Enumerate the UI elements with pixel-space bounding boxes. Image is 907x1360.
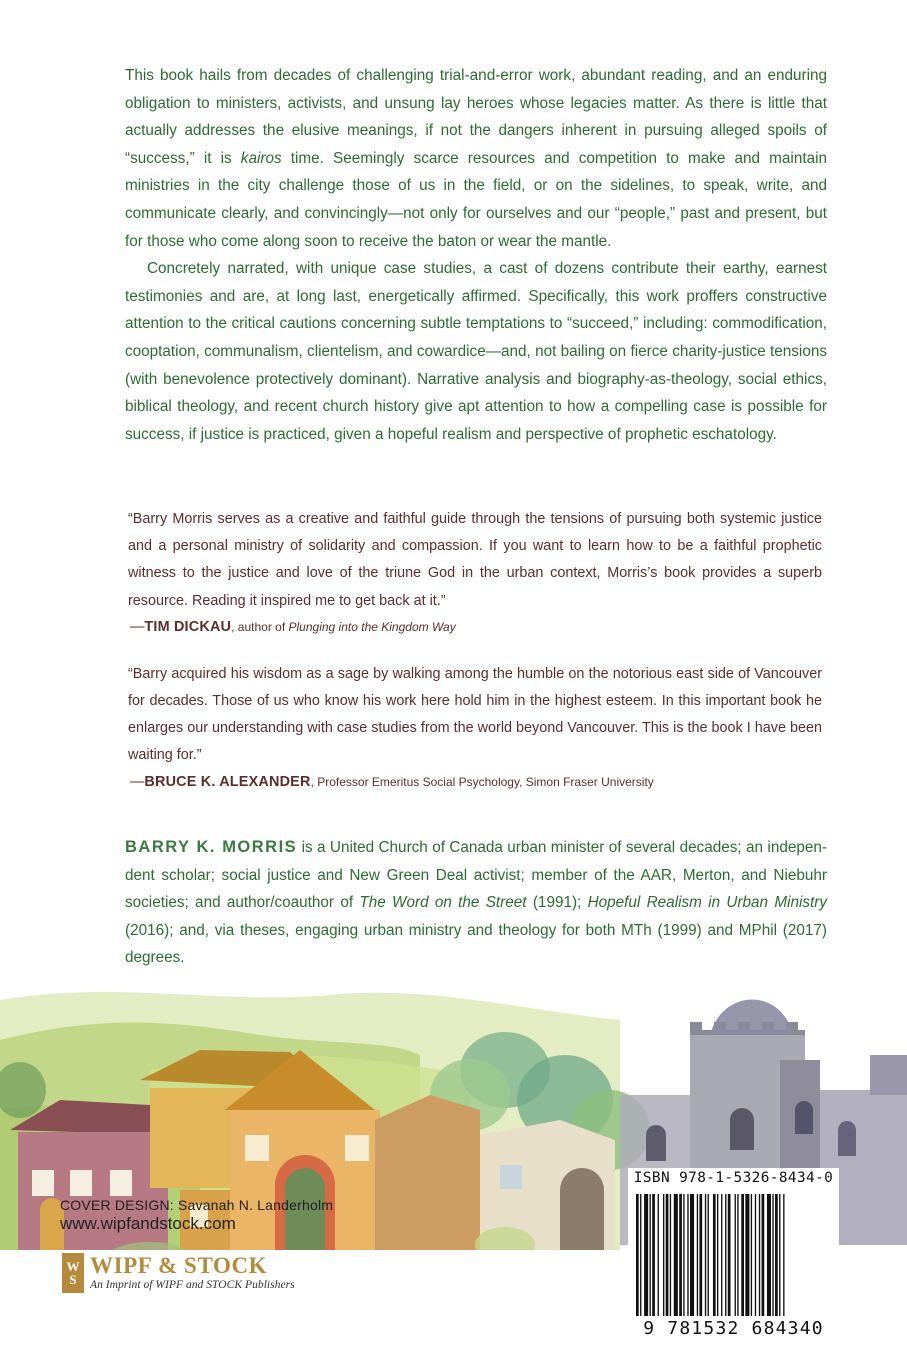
summary-paragraph-1	[125, 62, 827, 255]
summary-text: time. Seemingly scarce resources and competition to make and maintain ministries in the city challenge those of us in the field, or on the sidelines, to speak, write, and communicate clearly, and convincingly—not only for ourselves and our “people,” past and present, but for those who come along soon to receive the baton or wear the mantle.	[125, 149, 827, 250]
book-title: Hopeful Realism in Urban Ministry	[587, 894, 828, 912]
endorsement-2	[128, 661, 822, 794]
publisher-wordmark	[90, 1254, 295, 1292]
author-bio: BARRY K. MORRIS is a United Church of Canada urban minister of several decades; an independent scholar; social justice and New Green Deal activist; member of the AAR, Merton, and Niebuhr societies; and author/coauthor of The Word on the Street (1991); Hopeful Realism in Urban Ministry (2016); and, via theses, engaging urban ministry and theology for both MTh (1999) and MPhil (2017) degrees.	[125, 838, 828, 967]
publisher-imprint: An Imprint of WIPF and STOCK Publishers	[90, 1278, 295, 1291]
barcode-number: 9 781532 684340	[643, 1318, 824, 1339]
cover-design-credit: COVER DESIGN: Savanah N. Landerholm	[60, 1197, 334, 1213]
endorser-name: TIM DICKAU	[144, 618, 232, 635]
publisher-logo	[62, 1253, 295, 1293]
ws-logo-icon: W S	[62, 1253, 84, 1293]
barcode-icon	[636, 1194, 834, 1316]
endorsements	[128, 506, 822, 816]
endorsement-1	[128, 506, 822, 639]
endorsement-quote: “Barry acquired his wisdom as a sage by walking among the humble on the notorious east side of Vancouver for decades. Those of us who know his work here hold him in the highest esteem. In this important book he enlarges our understanding with case studies from the world beyond Vancouver. This is the book I have been waiting for.”	[128, 665, 822, 764]
endorsement-attribution: —BRUCE K. ALEXANDER, Professor Emeritus Social Psychology, Simon Fraser University	[130, 773, 654, 790]
publisher-name: WIPF & STOCK	[90, 1253, 268, 1278]
endorser-name: BRUCE K. ALEXANDER	[144, 773, 311, 790]
summary-text: This book hails from decades of challenging trial-and-error work, abundant reading, and an enduring obligation to ministers, activists, and unsung lay heroes whose legacies matter. As there is little that actually addresses the elusive meanings, if not the dangers inherent in pursuing alleged spoils of “success,” it is	[125, 67, 827, 167]
publisher-url: www.wipfandstock.com	[60, 1214, 236, 1233]
book-title: The Word on the Street	[359, 894, 527, 912]
author-name: BARRY K. MORRIS	[125, 838, 298, 856]
summary-emphasis: kairos	[240, 149, 282, 167]
cover-credits	[60, 1197, 333, 1235]
back-cover-summary	[125, 62, 827, 448]
endorser-book-title: Plunging into the Kingdom Way	[288, 619, 456, 634]
endorsement-quote: “Barry Morris serves as a creative and faithful guide through the tensions of pursuing both systemic justice and a personal ministry of solidarity and compassion. If you want to learn how to be a faithful prophetic witness to the justice and love of the triune God in the urban context, Morris’s book provides a superb resource. Reading it inspired me to get back at it.”	[128, 511, 822, 609]
endorsement-attribution: —TIM DICKAU, author of Plunging into the Kingdom Way	[130, 618, 456, 635]
summary-paragraph-2: Concretely narrated, with unique case studies, a cast of dozens contribute their earthy, earnest testimonies and are, at long last, energetically affirmed. Specifically, this work proffers constructive attention to the critical cautions concerning subtle temptations to “succeed,” including: commodification, cooptation, communalism, clientelism, and cowardice—and, not bailing on fierce charity-justice tensions (with benevolence protectively dominant). Narrative analysis and biography-as-theology, social ethics, biblical theology, and recent church history give apt attention to how a compelling case is possible for success, if justice is practiced, given a hopeful realism and perspective of prophetic eschatology.	[125, 260, 827, 443]
isbn-barcode-box	[628, 1168, 839, 1351]
isbn-label: ISBN 978-1-5326-8434-0	[633, 1170, 834, 1186]
